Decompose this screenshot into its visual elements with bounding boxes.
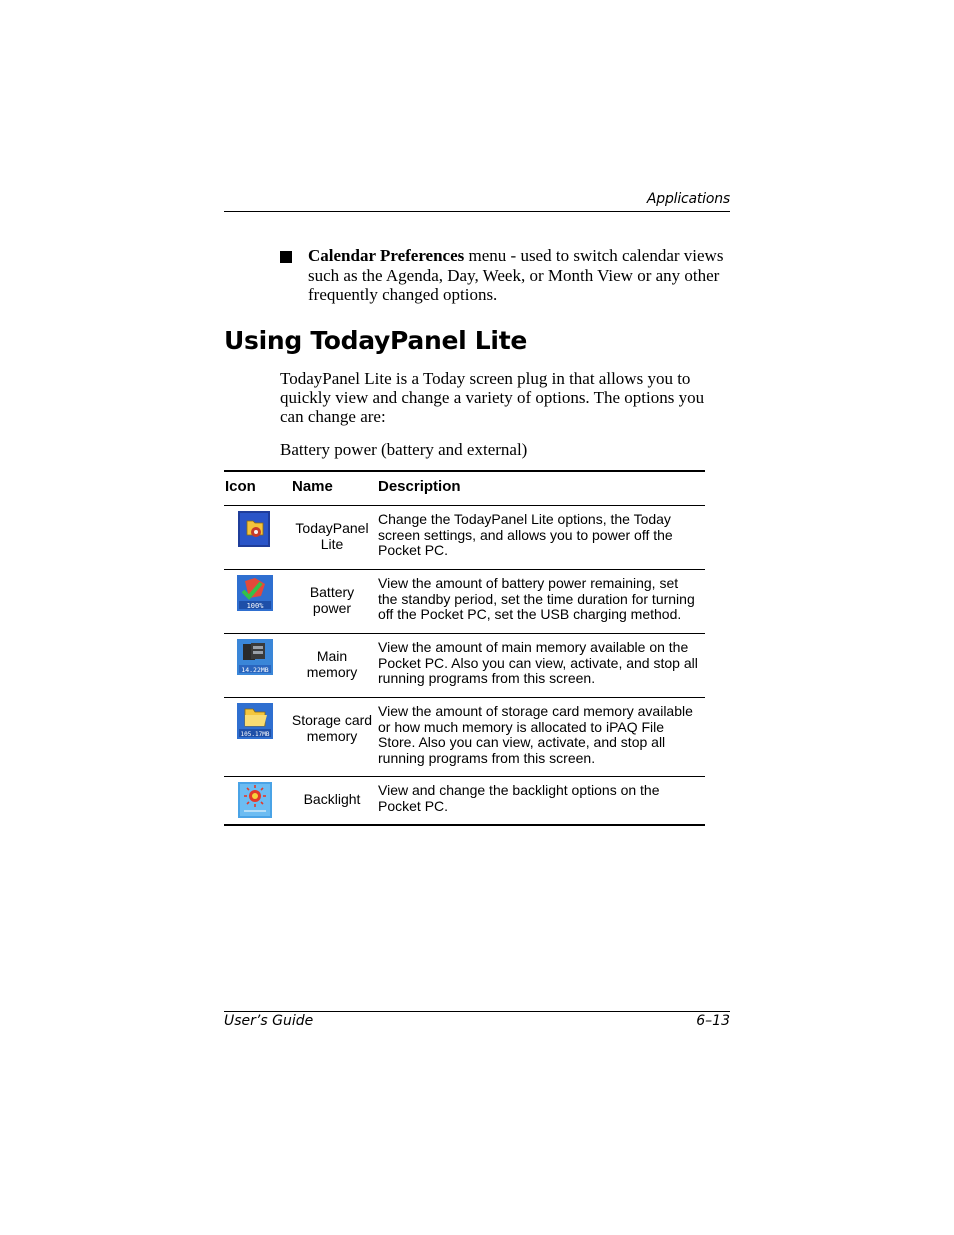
row-description: View and change the backlight options on the Pocket PC. [378, 782, 660, 814]
header-name: Name [292, 478, 333, 495]
bullet-square [280, 251, 292, 263]
row-name: TodayPanel Lite [295, 520, 369, 552]
table-row [224, 570, 705, 634]
intro-paragraph: TodayPanel Lite is a Today screen plug in that allows you to quickly view and change a variety of options. The options you can change are: [280, 369, 705, 426]
row-name: Storage card memory [291, 712, 373, 744]
table-row [224, 634, 705, 698]
memory-icon [237, 639, 273, 675]
table-header-row [224, 472, 705, 506]
row-description: View the amount of main memory available on the Pocket PC. Also you can view, activate, and stop all running programs from this screen. [378, 639, 698, 687]
storage-icon-text: 105.17MB [240, 731, 270, 738]
backlight-icon [238, 782, 272, 818]
header-icon: Icon [225, 478, 256, 495]
battery-icon-text: 100% [246, 602, 264, 610]
memory-icon-text: 14.22MB [241, 666, 269, 674]
section-title: Using TodayPanel Lite [224, 326, 528, 355]
bullet-bold-term: Calendar Preferences [308, 246, 465, 265]
header-rule [224, 211, 730, 212]
table-row [224, 777, 705, 826]
page-number: 6–13 [696, 1013, 730, 1029]
bullet-paragraph [308, 246, 733, 305]
footer-guide-title: User’s Guide [224, 1013, 314, 1029]
footer-rule [224, 1011, 730, 1012]
storage-card-icon [237, 703, 273, 739]
table-caption: Battery power (battery and external) [280, 440, 528, 459]
battery-icon [237, 575, 273, 611]
row-description: Change the TodayPanel Lite options, the Today screen settings, and allows you to power off the Pocket PC. [378, 511, 673, 559]
row-name: Main memory [306, 648, 358, 680]
row-description: View the amount of storage card memory available or how much memory is allocated to iPAQ File Store. Also you can view, activate, and stop all running programs from this screen. [378, 703, 693, 766]
bullet-body: menu - used to switch calendar views such as the Agenda, Day, Week, or Month View or any other frequently changed options. [308, 246, 724, 304]
row-description: View the amount of battery power remaining, set the standby period, set the time duration for turning off the Pocket PC, set the USB charging method. [378, 575, 695, 623]
table-row [224, 698, 705, 777]
row-name: Backlight [303, 791, 361, 807]
todaypanel-icon [238, 511, 270, 547]
running-header: Applications [646, 191, 730, 207]
row-name: Battery power [309, 584, 355, 616]
table-row [224, 506, 705, 570]
header-description: Description [378, 478, 461, 495]
